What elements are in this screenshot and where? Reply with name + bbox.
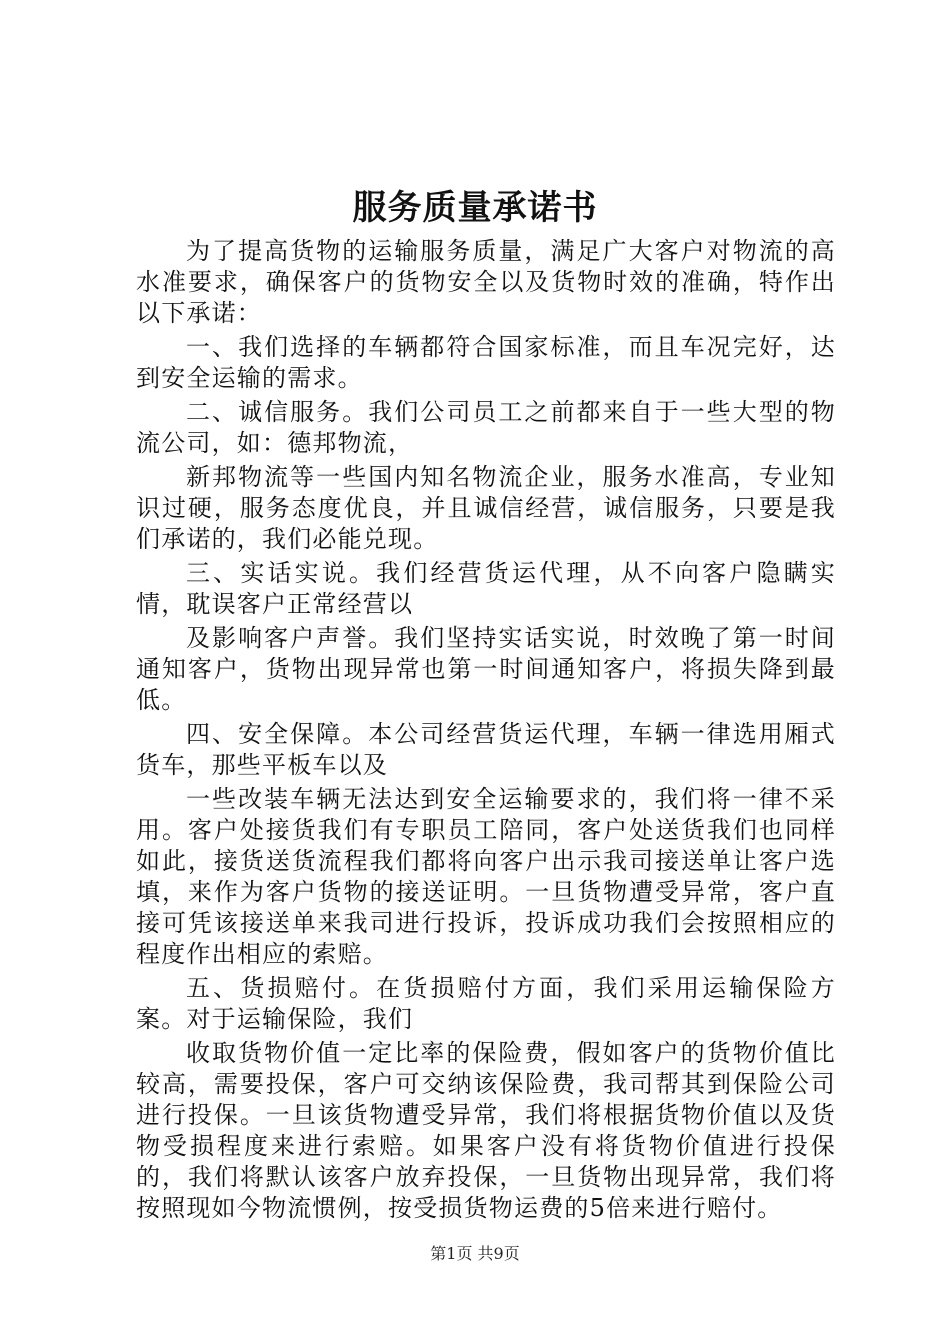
page-footer: 第1页 共9页 — [430, 1244, 520, 1263]
document-body — [136, 236, 836, 1224]
paragraph-commitment-3: 三、实话实说。我们经营货运代理，从不向客户隐瞒实情，耽误客户正常经营以 — [136, 559, 836, 618]
paragraph-commitment-5-cont: 收取货物价值一定比率的保险费，假如客户的货物价值比较高，需要投保，客户可交纳该保险费，我司帮其到保险公司进行投保。一旦该货物遭受异常，我们将根据货物价值以及货物受损程度来进行索赔。如果客户没有将货物价值进行投保的，我们将默认该客户放弃投保，一旦货物出现异常，我们将按照现如今物流惯例，按受损货物运费的5倍来进行赔付。 — [136, 1039, 836, 1222]
paragraph-commitment-4-cont: 一些改装车辆无法达到安全运输要求的，我们将一律不采用。客户处接货我们有专职员工陪同，客户处送货我们也同样如此，接货送货流程我们都将向客户出示我司接送单让客户选填，来作为客户货物的接送证明。一旦货物遭受异常，客户直接可凭该接送单来我司进行投诉，投诉成功我们会按照相应的程度作出相应的索赔。 — [136, 785, 836, 968]
paragraph-intro: 为了提高货物的运输服务质量，满足广大客户对物流的高水准要求，确保客户的货物安全以及货物时效的准确，特作出以下承诺： — [136, 237, 836, 327]
paragraph-commitment-4: 四、安全保障。本公司经营货运代理，车辆一律选用厢式货车，那些平板车以及 — [136, 720, 836, 779]
paragraph-commitment-2: 二、诚信服务。我们公司员工之前都来自于一些大型的物流公司，如：德邦物流， — [136, 398, 836, 457]
document-title: 服务质量承诺书 — [352, 188, 598, 228]
paragraph-commitment-3-cont: 及影响客户声誉。我们坚持实话实说，时效晚了第一时间通知客户，货物出现异常也第一时间通知客户，将损失降到最低。 — [136, 624, 836, 714]
paragraph-commitment-2-cont: 新邦物流等一些国内知名物流企业，服务水准高，专业知识过硬，服务态度优良，并且诚信经营，诚信服务，只要是我们承诺的，我们必能兑现。 — [136, 463, 836, 553]
paragraph-commitment-5: 五、货损赔付。在货损赔付方面，我们采用运输保险方案。对于运输保险，我们 — [136, 974, 836, 1033]
paragraph-commitment-1: 一、我们选择的车辆都符合国家标准，而且车况完好，达到安全运输的需求。 — [136, 333, 836, 392]
